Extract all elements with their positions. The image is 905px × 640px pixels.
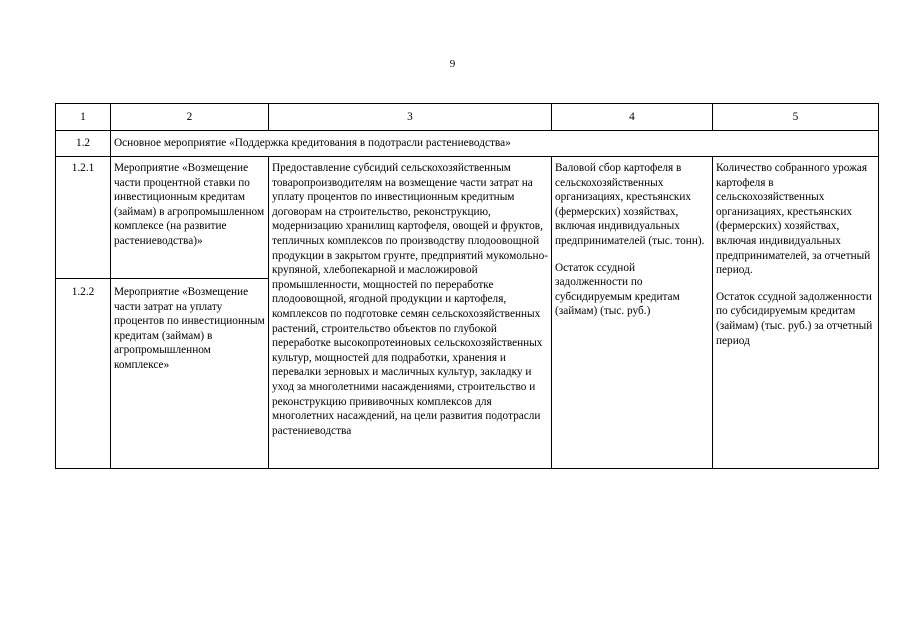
section-row (56, 131, 879, 157)
page-number: 9 (449, 58, 456, 70)
indicator-second: Остаток ссудной задолженности по субсидируемым кредитам (займам) (тыс. руб.) (555, 261, 680, 318)
table-row (56, 157, 879, 279)
result-first: Количество собранного урожая картофеля в сельскохозяйственных организациях, крестьянских (фермерских) хозяйствах, включая индивидуальных предпринимателей, за отчетный период. (716, 162, 871, 277)
header-col-3: 3 (269, 104, 552, 131)
header-col-4: 4 (552, 104, 713, 131)
row-measure-name: Мероприятие «Возмещение части процентной ставки по инвестиционным кредитам (займам) в агропромышленном комплексе (на развитие растениеводства)» (111, 157, 269, 279)
indicator-first: Валовой сбор картофеля в сельскохозяйственных организациях, крестьянских (фермерских) хозяйствах, включая индивидуальных предпринимателей (тыс. тонн). (555, 162, 705, 247)
header-row (56, 104, 879, 131)
row-number: 1.2.2 (56, 279, 111, 469)
header-col-2: 2 (111, 104, 269, 131)
row-measure-name: Мероприятие «Возмещение части затрат на уплату процентов по инвестиционным кредитам (займам) в агропромышленном комплексе» (111, 279, 269, 469)
section-title: Основное мероприятие «Поддержка кредитования в подотрасли растениеводства» (111, 131, 879, 157)
measure-description: Предоставление субсидий сельскохозяйственным товаропроизводителям на возмещение части затрат на уплату процентов по инвестиционным кредитным договорам на строительство, реконструкцию, модернизацию хранилищ картофеля, овощей и фруктов, тепличных комплексов по производству плодоовощной продукции в закрытом грунте, предприятий мукомольно-крупяной, хлебопекарной и масложировой промышленности, мощностей по переработке плодоовощной, ягодной продукции и картофеля, комплексов по подготовке семян сельскохозяйственных растений, строительство объектов по глубокой переработке высокопротеиновых сельскохозяйственных культур, мощностей для подработки, хранения и перевалки зерновых и масличных культур, закладку и уход за многолетними насаждениями, строительство и реконструкцию прививочных комплексов для многолетних насаждений, на цели развития подотрасли растениеводства (269, 157, 552, 469)
indicators-cell (552, 157, 713, 469)
row-number: 1.2.1 (56, 157, 111, 279)
results-cell (713, 157, 879, 469)
section-number: 1.2 (56, 131, 111, 157)
result-second: Остаток ссудной задолженности по субсидируемым кредитам (займам) (тыс. руб.) за отчетный период (716, 290, 873, 347)
header-col-1: 1 (56, 104, 111, 131)
header-col-5: 5 (713, 104, 879, 131)
program-table (55, 103, 879, 469)
